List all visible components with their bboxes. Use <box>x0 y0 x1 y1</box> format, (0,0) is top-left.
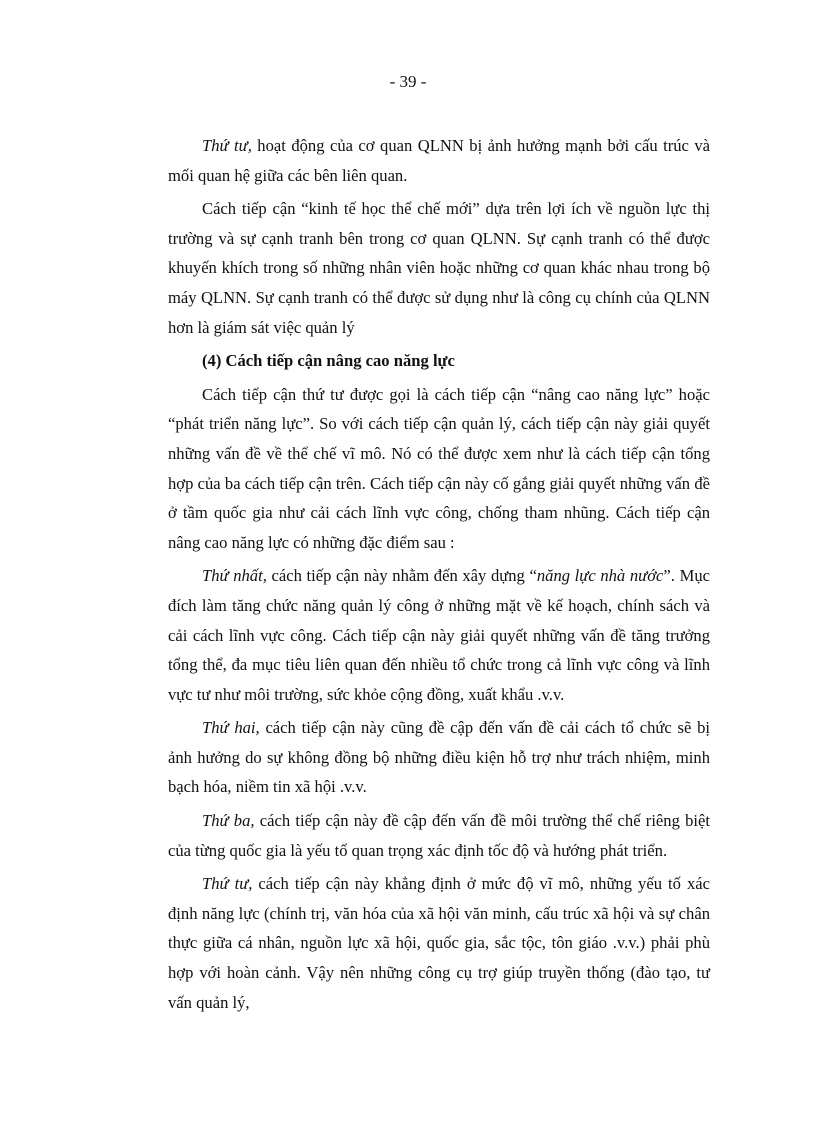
section-heading: (4) Cách tiếp cận nâng cao năng lực <box>202 351 455 371</box>
paragraph-text: cách tiếp cận này nhằm đến xây dựng “ <box>266 566 537 586</box>
paragraph-thu-ba <box>168 806 710 865</box>
paragraph-capacity-intro <box>168 380 710 558</box>
paragraph-lead: Thứ tư, <box>202 136 252 155</box>
paragraph-text: Cách tiếp cận “kinh tế học thể chế mới” dựa trên lợi ích về nguồn lực thị trường và sự cạnh tranh bên trong cơ quan QLNN. Sự cạnh tranh có thể được khuyến khích trong số những nhân viên hoặc những cơ quan khác nhau trong bộ máy QLNN. Sự cạnh tranh có thể được sử dụng như là công cụ chính của QLNN hơn là giám sát việc quản lý <box>168 199 710 337</box>
paragraph-thu-tu-intro <box>168 131 710 190</box>
paragraph-thu-tu-macro <box>168 869 710 1017</box>
paragraph-kinh-te-hoc <box>168 194 710 342</box>
paragraph-thu-hai <box>168 713 710 802</box>
paragraph-emphasis: năng lực nhà nước <box>536 566 664 586</box>
paragraph-text: Cách tiếp cận thứ tư được gọi là cách tiếp cận “nâng cao năng lực” hoặc “phát triển năng lực”. So với cách tiếp cận quản lý, cách tiếp cận này giải quyết những vấn đề về thể chế vĩ mô. Nó có thể được xem như là cách tiếp cận tổng hợp của ba cách tiếp cận trên. Cách tiếp cận này cố gắng giải quyết những vấn đề ở tầm quốc gia như cải cách lĩnh vực công, chống tham nhũng. Cách tiếp cận nâng cao năng lực có những đặc điểm sau : <box>168 384 710 552</box>
paragraph-text: cách tiếp cận này cũng đề cập đến vấn đề cải cách tổ chức sẽ bị ảnh hưởng do sự không đồng bộ những điều kiện hỗ trợ như trách nhiệm, minh bạch hóa, niềm tin xã hội .v.v. <box>168 718 710 797</box>
paragraph-lead: Thứ ba, <box>202 811 255 831</box>
paragraph-lead: Thứ nhất, <box>202 566 267 586</box>
body-text <box>168 131 710 1017</box>
page-number: - 39 - <box>389 72 427 91</box>
paragraph-text: hoạt động của cơ quan QLNN bị ảnh hưởng mạnh bởi cấu trúc và mối quan hệ giữa các bên liên quan. <box>168 136 710 185</box>
paragraph-thu-nhat <box>168 561 710 709</box>
paragraph-lead: Thứ hai, <box>202 718 260 738</box>
paragraph-lead: Thứ tư, <box>202 874 253 894</box>
paragraph-text: cách tiếp cận này khẳng định ở mức độ vĩ mô, những yếu tố xác định năng lực (chính trị, văn hóa của xã hội văn minh, cấu trúc xã hội và sự chân thực giữa cá nhân, nguồn lực xã hội, quốc gia, sắc tộc, tôn giáo .v.v.) phải phù hợp với hoàn cảnh. Vậy nên những công cụ trợ giúp truyền thống (đào tạo, tư vấn quản lý, <box>168 874 710 1012</box>
paragraph-text: ”. Mục đích làm tăng chức năng quản lý công ở những mặt về kế hoạch, chính sách và cải cách lĩnh vực công. Cách tiếp cận này giải quyết những vấn đề tăng trưởng tổng thể, đa mục tiêu liên quan đến nhiều tổ chức trong cả lĩnh vực công và lĩnh vực tư như môi trường, sức khỏe cộng đồng, xuất khẩu .v.v. <box>168 566 710 704</box>
paragraph-text: cách tiếp cận này đề cập đến vấn đề môi trường thể chế riêng biệt của từng quốc gia là yếu tố quan trọng xác định tốc độ và hướng phát triển. <box>168 811 710 860</box>
